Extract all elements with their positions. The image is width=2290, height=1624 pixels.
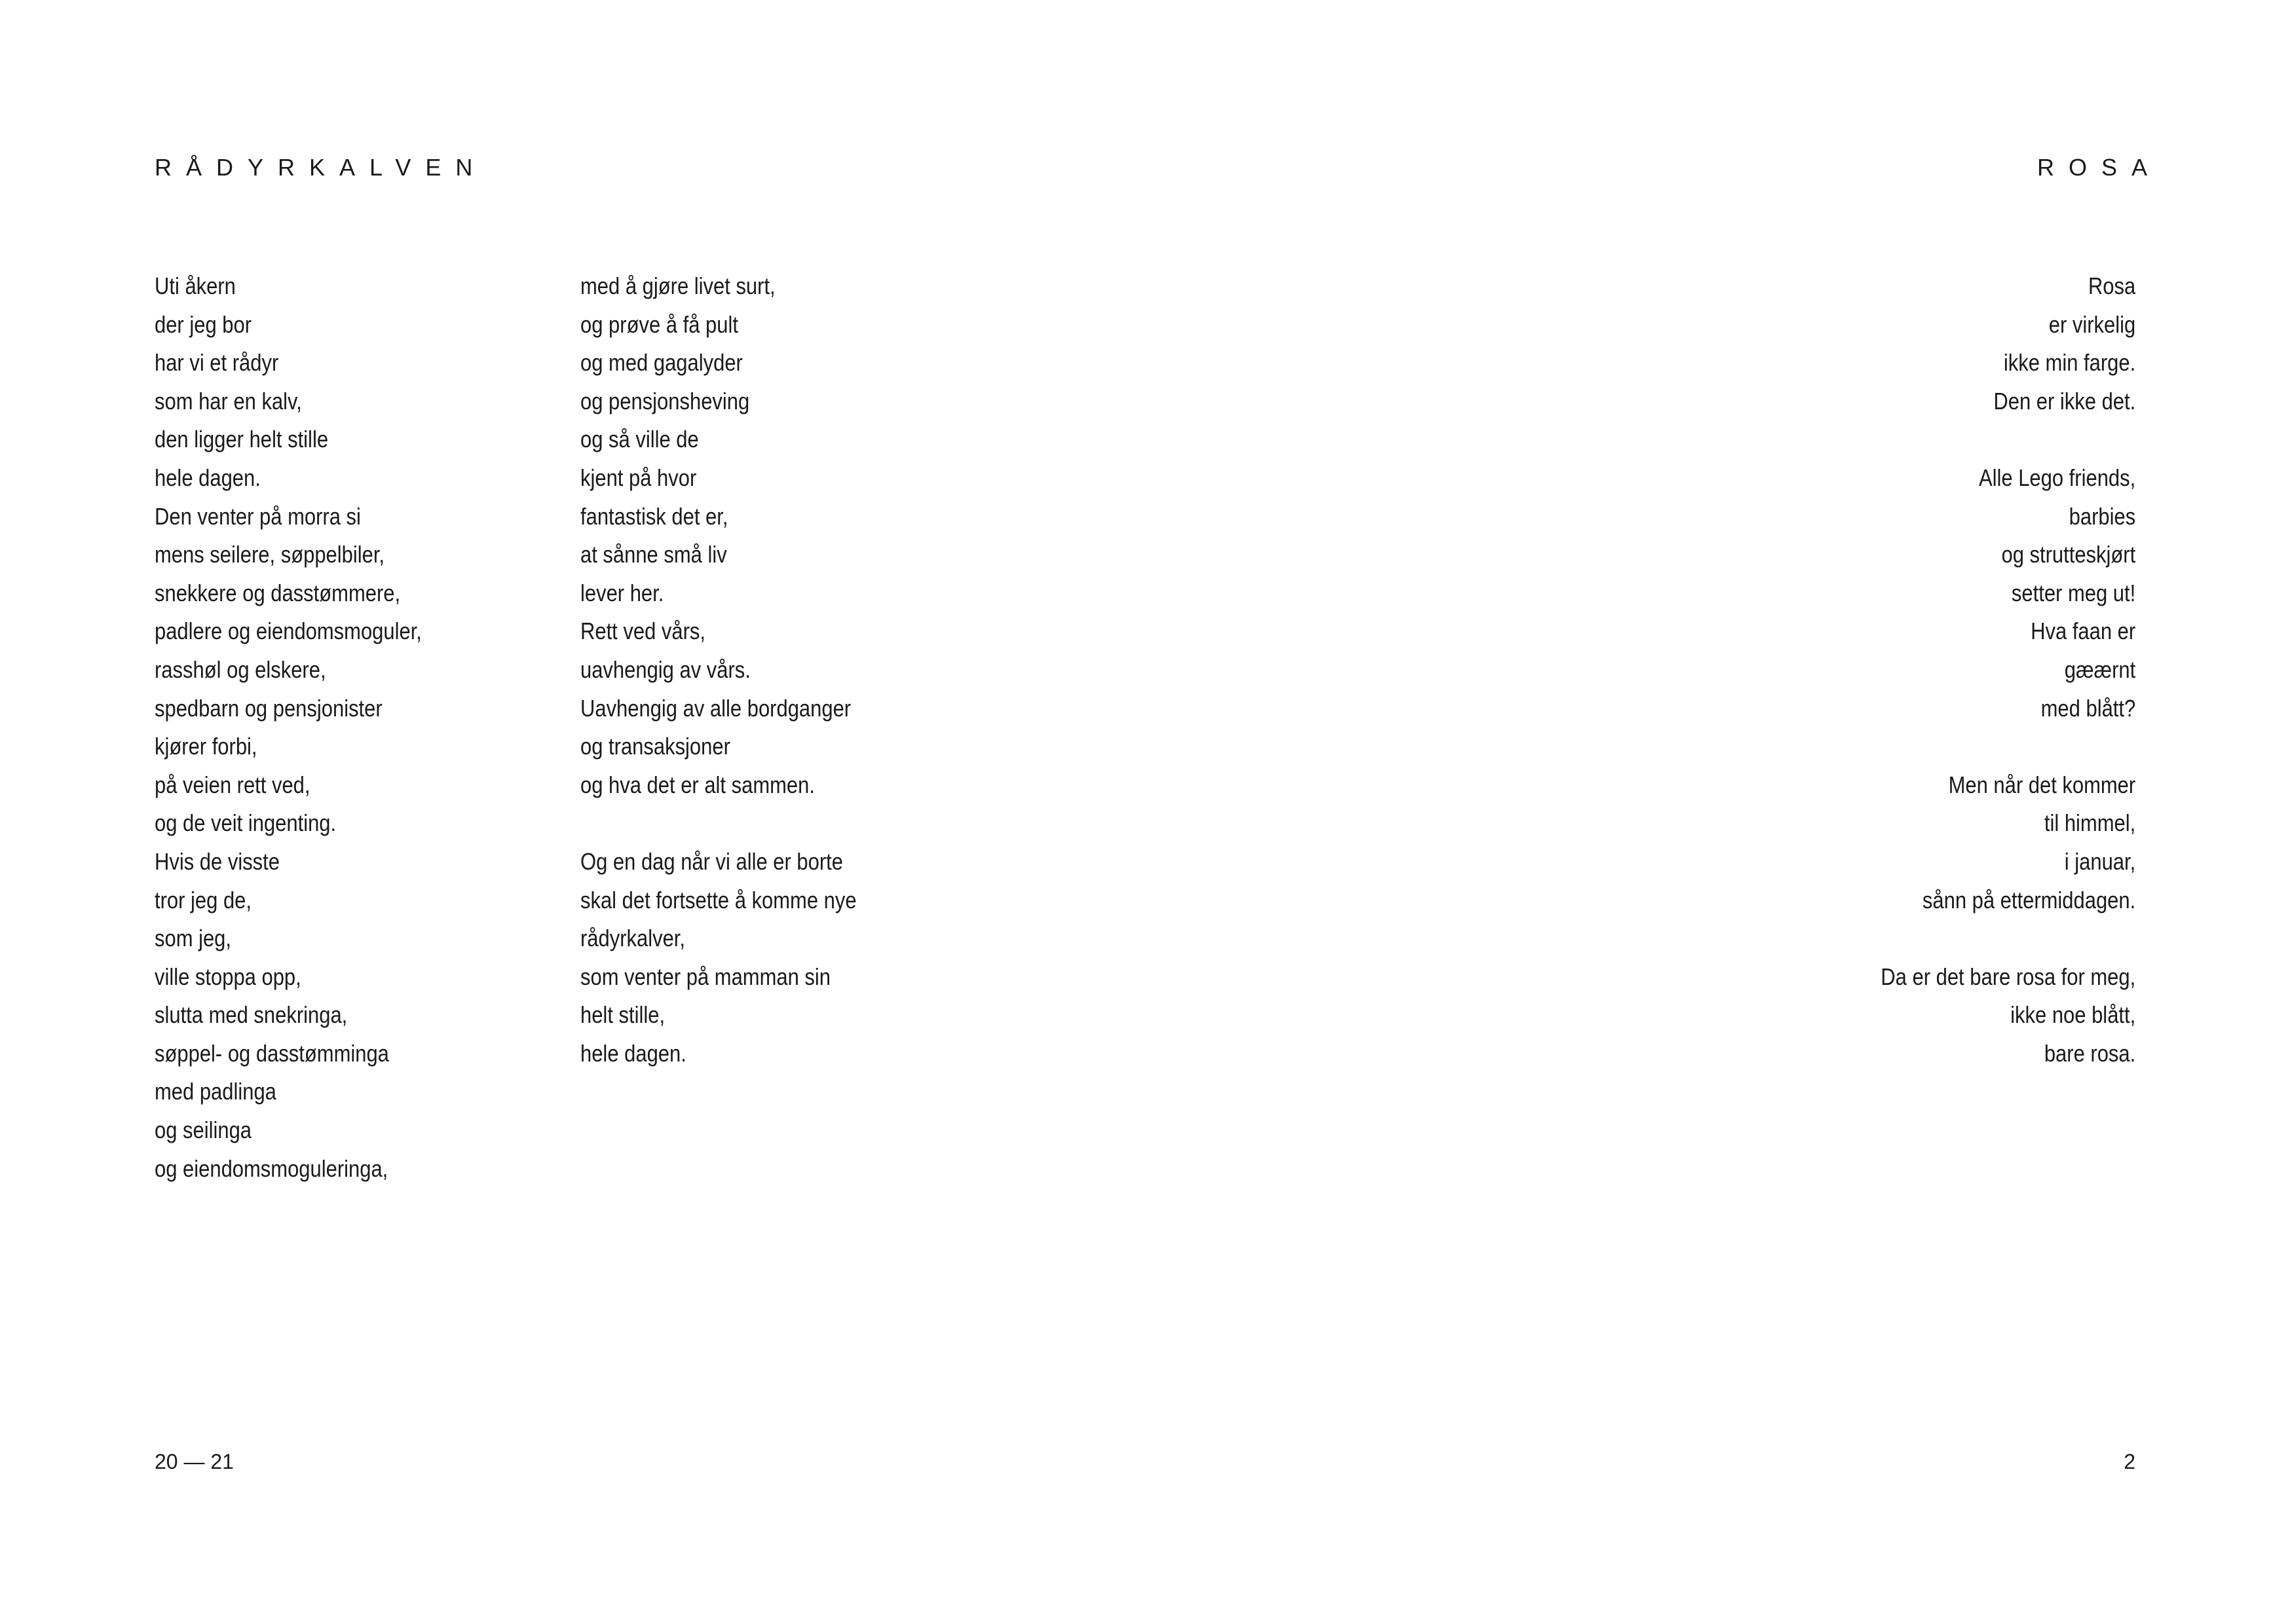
- poem-line: og de veit ingenting.: [155, 809, 337, 837]
- poem-line: kjører forbi,: [155, 733, 257, 760]
- poem-line: som jeg,: [155, 925, 232, 952]
- poem-line: helt stille,: [580, 1001, 666, 1029]
- poem-line: bare rosa.: [2044, 1039, 2135, 1067]
- poem-line: Rosa: [2088, 272, 2135, 299]
- poem-line: hele dagen.: [580, 1039, 686, 1067]
- poem-line: og hva det er alt sammen.: [580, 771, 815, 798]
- poem-line: [1881, 919, 2135, 958]
- poem-line: og seilinga: [155, 1116, 252, 1144]
- poem-line: lever her.: [580, 579, 664, 606]
- poem-line: fantastisk det er,: [580, 502, 728, 530]
- poem-line: Og en dag når vi alle er borte: [580, 847, 844, 875]
- poem-line: Hvis de visste: [155, 847, 280, 875]
- poem-line: gæærnt: [2064, 655, 2135, 683]
- poem-line: Alle Lego friends,: [1978, 464, 2135, 491]
- poem-line: setter meg ut!: [2011, 579, 2135, 606]
- poem-line: skal det fortsette å komme nye: [580, 886, 857, 913]
- poem-line: som har en kalv,: [155, 387, 302, 415]
- poem-line: rasshøl og elskere,: [155, 655, 326, 683]
- poem-line: på veien rett ved,: [155, 771, 310, 798]
- poem-line: Uavhengig av alle bordganger: [580, 694, 852, 722]
- poem-line: er virkelig: [2048, 310, 2135, 338]
- poem-line: spedbarn og pensjonister: [155, 694, 383, 722]
- poem-line: der jeg bor: [155, 310, 252, 338]
- poem-line: snekkere og dasstømmere,: [155, 579, 401, 606]
- poem-line: Den venter på morra si: [155, 502, 361, 530]
- poem-title-radyrkalven: RÅDYRKALVEN: [155, 154, 487, 181]
- poem-line: den ligger helt stille: [155, 426, 329, 453]
- poem-line: uavhengig av vårs.: [580, 655, 751, 683]
- poem-line: [1881, 728, 2135, 766]
- poem-title-rosa: ROSA: [2037, 154, 2162, 181]
- poem-line: ikke min farge.: [2003, 349, 2135, 377]
- poem-line: ikke noe blått,: [2010, 1001, 2135, 1029]
- poem-line: som venter på mamman sin: [580, 963, 831, 990]
- poem-line: [580, 804, 857, 843]
- poem-line: Da er det bare rosa for meg,: [1881, 963, 2135, 990]
- poem-line: ville stoppa opp,: [155, 963, 301, 990]
- poem-line: padlere og eiendomsmoguler,: [155, 618, 422, 645]
- poem-line: Hva faan er: [2030, 618, 2135, 645]
- poem-line: og pensjonsheving: [580, 387, 750, 415]
- poem-line: med padlinga: [155, 1078, 276, 1105]
- poem-line: og med gagalyder: [580, 349, 743, 377]
- poem-line: hele dagen.: [155, 464, 261, 491]
- poem-line: tror jeg de,: [155, 886, 252, 913]
- page-number-right: 2: [2124, 1450, 2135, 1473]
- poem-line: og prøve å få pult: [580, 310, 738, 338]
- poem-line: kjent på hvor: [580, 464, 697, 491]
- poem-line: barbies: [2069, 502, 2135, 530]
- poem-rosa: [1881, 267, 2135, 1073]
- poem-line: med å gjøre livet surt,: [580, 272, 776, 299]
- poem-column-1: [155, 267, 422, 1188]
- poem-line: sånn på ettermiddagen.: [1922, 886, 2135, 913]
- poem-line: og eiendomsmoguleringa,: [155, 1154, 388, 1182]
- poem-line: mens seilere, søppelbiler,: [155, 541, 385, 568]
- poem-line: Den er ikke det.: [1993, 387, 2135, 415]
- poem-line: slutta med snekringa,: [155, 1001, 348, 1029]
- poem-line: og transaksjoner: [580, 733, 730, 760]
- poem-line: Rett ved vårs,: [580, 618, 706, 645]
- poem-line: rådyrkalver,: [580, 925, 686, 952]
- poem-line: og så ville de: [580, 426, 699, 453]
- page-number-left: 20 — 21: [155, 1450, 234, 1473]
- poem-line: at sånne små liv: [580, 541, 727, 568]
- poem-line: Uti åkern: [155, 272, 236, 299]
- poem-column-2: [580, 267, 857, 1073]
- poem-line: Men når det kommer: [1948, 771, 2135, 798]
- poem-line: søppel- og dasstømminga: [155, 1039, 389, 1067]
- poem-line: [1881, 420, 2135, 459]
- poem-line: har vi et rådyr: [155, 349, 279, 377]
- poem-line: til himmel,: [2044, 809, 2135, 837]
- poem-line: i januar,: [2064, 847, 2135, 875]
- poem-line: med blått?: [2040, 694, 2135, 722]
- poem-line: og strutteskjørt: [2001, 541, 2135, 568]
